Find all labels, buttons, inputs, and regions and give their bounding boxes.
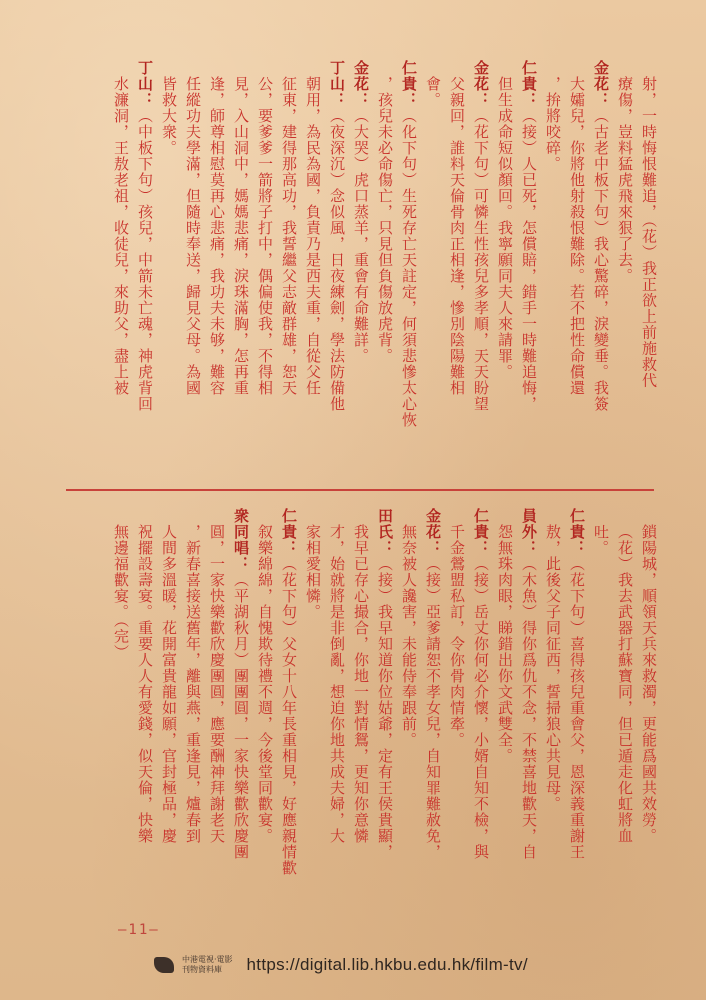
script-line: 任縱功夫學滿，但隨時奉送，歸見父母。為國 bbox=[184, 76, 202, 396]
speaker-name: 員外： bbox=[520, 508, 538, 556]
page-number: —11— bbox=[118, 922, 160, 938]
archive-watermark bbox=[152, 948, 528, 982]
speaker-name: 仁貴： bbox=[568, 508, 586, 556]
script-column bbox=[566, 60, 588, 470]
script-column bbox=[638, 60, 660, 470]
script-column bbox=[326, 508, 348, 908]
script-line: 皆救大衆。 bbox=[160, 76, 178, 156]
script-column bbox=[182, 508, 204, 908]
script-column bbox=[494, 60, 516, 470]
script-column bbox=[350, 60, 372, 470]
script-line: 家相愛相憐。 bbox=[304, 524, 322, 620]
script-column bbox=[206, 60, 228, 470]
script-column bbox=[206, 508, 228, 908]
speaker-name: 衆同唱： bbox=[232, 508, 250, 572]
script-column bbox=[614, 60, 636, 470]
speaker-name: 田氏： bbox=[376, 508, 394, 556]
script-column bbox=[374, 60, 396, 470]
speaker-name: 丁山： bbox=[328, 60, 346, 108]
speaker-name: 金花： bbox=[592, 60, 610, 108]
script-column bbox=[542, 60, 564, 470]
script-column bbox=[374, 508, 396, 908]
script-line: 鎖陽城，順領天兵來救濁，更能爲國共效勞。 bbox=[640, 524, 658, 844]
script-line: 無奈被人讒害，未能侍奉跟前。 bbox=[400, 524, 418, 748]
script-line: 無邊福歡宴。（完） bbox=[112, 524, 130, 661]
script-column bbox=[254, 508, 276, 908]
script-line: ，新春喜接送舊年，離與燕，重逢見，爐春到 bbox=[184, 524, 202, 844]
script-line: 敖，此後父子同征西，誓掃狼心共見母。 bbox=[544, 524, 562, 812]
script-column bbox=[638, 508, 660, 908]
script-line: 會。 bbox=[424, 76, 442, 108]
script-line: 怨無珠肉眼，睇錯出你文武雙全。 bbox=[496, 524, 514, 764]
section-divider bbox=[66, 489, 654, 491]
script-column bbox=[110, 60, 132, 470]
script-column bbox=[446, 60, 468, 470]
script-line: （花）我去武器打蘇寶同，但已遁走化虹將血 bbox=[616, 524, 634, 844]
script-line: 圓，一家快樂歡欣慶團圓，應要酬神拜謝老天 bbox=[208, 524, 226, 844]
script-line: 見，入山洞中，媽媽悲痛，淚珠滿胸，怎再重 bbox=[232, 76, 250, 396]
script-column bbox=[518, 508, 540, 908]
archive-name-line-1: 中港電視·電影 bbox=[182, 955, 233, 964]
script-column bbox=[110, 508, 132, 908]
script-line: 人間多溫暖，花開富貴龍如願，官封極品，慶 bbox=[160, 524, 178, 844]
speaker-name: 仁貴： bbox=[280, 508, 298, 556]
script-line: 水濂洞，王敖老祖，收徒兒，來助父，盡上被 bbox=[112, 76, 130, 396]
script-line: 療傷，豈料猛虎飛來狠了去。 bbox=[616, 76, 634, 284]
script-line: （平湖秋月）團團圓，一家快樂歡欣慶團 bbox=[232, 572, 250, 860]
speaker-name: 仁貴： bbox=[472, 508, 490, 556]
script-line: 逢，師尊相慰莫再心悲痛，我功夫未够，難容 bbox=[208, 76, 226, 396]
script-line: 才，始就將是非倒亂，想迫你地共成夫婦，大 bbox=[328, 524, 346, 844]
archive-name-line-2: 刊物資料庫 bbox=[182, 965, 222, 974]
script-line: 公，要爹爹一箭將子打中，偶偏使我，不得相 bbox=[256, 76, 274, 396]
script-column bbox=[422, 60, 444, 470]
script-line: （古老中板下句）我心驚碎，淚變垂。我簽 bbox=[592, 108, 610, 412]
speaker-name: 仁貴： bbox=[520, 60, 538, 108]
script-line: 叙樂綿綿，自愧欺待禮不週，今後堂同歡宴。 bbox=[256, 524, 274, 844]
script-column bbox=[182, 60, 204, 470]
speaker-name: 金花： bbox=[352, 60, 370, 108]
script-column bbox=[158, 508, 180, 908]
script-column bbox=[494, 508, 516, 908]
script-column bbox=[134, 60, 156, 470]
script-column bbox=[542, 508, 564, 908]
script-column bbox=[398, 60, 420, 470]
script-line: 朝用，為民為國，負責乃是西夫重，自從父任 bbox=[304, 76, 322, 396]
script-column bbox=[518, 60, 540, 470]
script-line: （接）我早知道你位姑爺，定有王侯貴顯， bbox=[376, 556, 394, 860]
script-line: 父親回，誰料天倫骨肉正相逢，慘別陰陽難相 bbox=[448, 76, 466, 396]
script-line: （接）亞爹請恕不孝女兒，自知罪難赦免， bbox=[424, 556, 442, 860]
script-column bbox=[254, 60, 276, 470]
script-line: 征東，建得那高功，我誓繼父志敵群雄，恕天 bbox=[280, 76, 298, 396]
script-line: （中板下句）孩兒，中箭未亡魂，神虎背回 bbox=[136, 108, 154, 412]
archive-url-link[interactable]: https://digital.lib.hkbu.edu.hk/film-tv/ bbox=[246, 955, 528, 974]
script-line: （花下句）父女十八年長重相見，好應親情歡 bbox=[280, 556, 298, 876]
script-column bbox=[350, 508, 372, 908]
script-line: 千金鶯盟私訂，令你骨肉情牽。 bbox=[448, 524, 466, 748]
script-column bbox=[230, 508, 252, 908]
script-line: 射，一時悔恨難追，（花）我正欲上前施救代 bbox=[640, 76, 658, 389]
script-column bbox=[566, 508, 588, 908]
script-column bbox=[470, 508, 492, 908]
script-column bbox=[278, 508, 300, 908]
script-column bbox=[302, 508, 324, 908]
upper-script-block bbox=[60, 60, 660, 470]
script-line: ，孩兒未必命傷亡，只見但負傷放虎背。 bbox=[376, 76, 394, 364]
speaker-name: 仁貴： bbox=[400, 60, 418, 108]
script-line: （化下句）生死存亡天註定，何須悲慘太心恢 bbox=[400, 108, 418, 428]
film-archive-logo-icon bbox=[152, 953, 176, 977]
script-column bbox=[470, 60, 492, 470]
script-line: 祝擺設壽宴。重要人人有愛錢，似天倫，快樂 bbox=[136, 524, 154, 844]
script-column bbox=[302, 60, 324, 470]
script-line: （花下句）可憐生性孩兒多孝順，天天盼望 bbox=[472, 108, 490, 412]
script-column bbox=[590, 508, 612, 908]
script-line: （夜深沉）念似風，日夜練劍，學法防備他 bbox=[328, 108, 346, 412]
speaker-name: 丁山： bbox=[136, 60, 154, 108]
script-line: 但生成命短似顏回。我寧願同夫人來請罪。 bbox=[496, 76, 514, 380]
script-column bbox=[446, 508, 468, 908]
archive-name bbox=[182, 955, 233, 975]
script-column bbox=[614, 508, 636, 908]
script-line: （接）人已死，怎償賠，錯手一時難追悔， bbox=[520, 108, 538, 412]
script-column bbox=[590, 60, 612, 470]
lower-script-block bbox=[60, 508, 660, 908]
script-column bbox=[398, 508, 420, 908]
script-line: 大孀兒，你將他射殺恨難除。若不把性命償還 bbox=[568, 76, 586, 396]
speaker-name: 金花： bbox=[472, 60, 490, 108]
script-column bbox=[278, 60, 300, 470]
script-column bbox=[326, 60, 348, 470]
script-line: （花下句）喜得孩兒重會父，恩深義重謝王 bbox=[568, 556, 586, 860]
script-line: ，拚將咬碎。 bbox=[544, 76, 562, 172]
script-column bbox=[230, 60, 252, 470]
script-column bbox=[422, 508, 444, 908]
speaker-name: 金花： bbox=[424, 508, 442, 556]
script-column bbox=[134, 508, 156, 908]
script-line: （大哭）虎口蒸羊，重會有命難詳。 bbox=[352, 108, 370, 364]
script-column bbox=[158, 60, 180, 470]
script-line: （木魚）得你爲仇不念，不禁喜地歡天，自 bbox=[520, 556, 538, 860]
script-line: （接）岳丈你何必介懷，小婿自知不檢，與 bbox=[472, 556, 490, 860]
script-line: 我早已存心撮合，你地一對情鴛，更知你意憐 bbox=[352, 524, 370, 844]
script-line: 吐。 bbox=[592, 524, 610, 556]
